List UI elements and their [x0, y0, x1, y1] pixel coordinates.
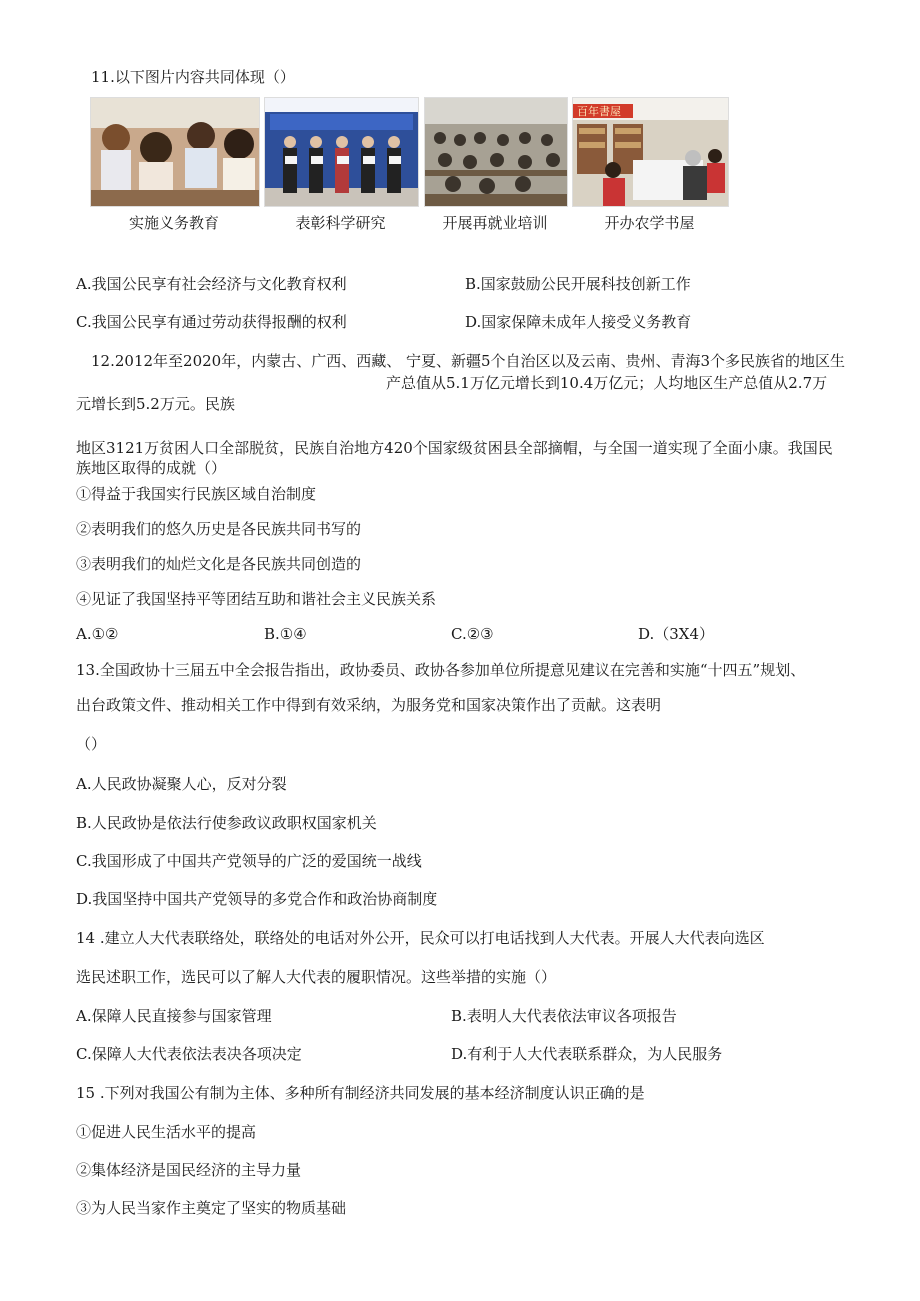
q12-option-a: A.①②	[76, 625, 119, 643]
q11-option-d: D.国家保障未成年人接受义务教育	[465, 313, 692, 331]
q14-option-b: B.表明人大代表依法审议各项报告	[451, 1007, 677, 1025]
q12-line4: 地区3121万贫困人口全部脱贫，民族自治地方420个国家级贫困县全部摘帽，与全国一道实现了全面小康。我国民	[76, 439, 833, 457]
caption-library: 开办农学书屋	[604, 214, 695, 232]
q14-option-d: D.有利于人大代表联系群众，为人民服务	[451, 1045, 723, 1063]
q11-option-c: C.我国公民享有通过劳动获得报酬的权利	[76, 313, 347, 331]
q13-line3: （）	[76, 735, 107, 753]
q13-line2: 出台政策文件、推动相关工作中得到有效采纳，为服务党和国家决策作出了贡献。这表明	[76, 696, 662, 714]
q12-option-c: C.②③	[451, 625, 494, 643]
q11-stem: 11.以下图片内容共同体现（）	[91, 68, 295, 86]
q13-line1: 13.全国政协十三届五中全会报告指出，政协委员、政协各参加单位所提意见建议在完善和实施“十四五”规划、	[76, 661, 806, 679]
caption-training: 开展再就业培训	[442, 214, 548, 232]
q14-line1: 14 .建立人大代表联络处，联络处的电话对外公开，民众可以打电话找到人大代表。开展人大代表向选区	[76, 929, 765, 947]
q12-item-3: ③表明我们的灿烂文化是各民族共同创造的	[76, 555, 362, 573]
library-photo	[572, 97, 729, 207]
caption-award: 表彰科学研究	[295, 214, 386, 232]
q15-item-3: ③为人民当家作主奠定了坚实的物质基础	[76, 1199, 347, 1217]
q15-item-1: ①促进人民生活水平的提高	[76, 1123, 257, 1141]
q13-option-b: B.人民政协是依法行使参政议政职权国家机关	[76, 814, 377, 832]
q12-line5: 族地区取得的成就（）	[76, 459, 227, 477]
q14-option-c: C.保障人大代表依法表决各项决定	[76, 1045, 302, 1063]
q12-item-2: ②表明我们的悠久历史是各民族共同书写的	[76, 520, 362, 538]
q12-option-d: D.（3X4）	[638, 625, 715, 643]
q14-line2: 选民述职工作，选民可以了解人大代表的履职情况。这些举措的实施（）	[76, 968, 557, 986]
q12-line3: 元增长到5.2万元。民族	[76, 395, 235, 413]
q15-item-2: ②集体经济是国民经济的主导力量	[76, 1161, 302, 1179]
q12-line1: 12.2012年至2020年，内蒙古、广西、西藏、 宁夏、新疆5个自治区以及云南、贵州、青海3个多民族省的地区生	[91, 352, 846, 370]
award-ceremony-photo	[264, 97, 419, 207]
training-session-photo	[424, 97, 568, 207]
q12-item-4: ④见证了我国坚持平等团结互助和谐社会主义民族关系	[76, 590, 437, 608]
q11-option-b: B.国家鼓励公民开展科技创新工作	[465, 275, 691, 293]
q13-option-d: D.我国坚持中国共产党领导的多党合作和政治协商制度	[76, 890, 438, 908]
q13-option-a: A.人民政协凝聚人心，反对分裂	[76, 775, 287, 793]
q12-line2: 产总值从5.1万亿元增长到10.4万亿元；人均地区生产总值从2.7万	[386, 374, 828, 392]
library-banner: 百年書屋	[577, 105, 621, 118]
caption-classroom: 实施义务教育	[128, 214, 219, 232]
q12-option-b: B.①④	[264, 625, 307, 643]
q11-option-a: A.我国公民享有社会经济与文化教育权利	[76, 275, 347, 293]
q14-option-a: A.保障人民直接参与国家管理	[76, 1007, 272, 1025]
q13-option-c: C.我国形成了中国共产党领导的广泛的爱国统一战线	[76, 852, 422, 870]
classroom-photo	[90, 97, 260, 207]
q12-item-1: ①得益于我国实行民族区域自治制度	[76, 485, 317, 503]
q15-line1: 15 .下列对我国公有制为主体、多种所有制经济共同发展的基本经济制度认识正确的是	[76, 1084, 645, 1102]
